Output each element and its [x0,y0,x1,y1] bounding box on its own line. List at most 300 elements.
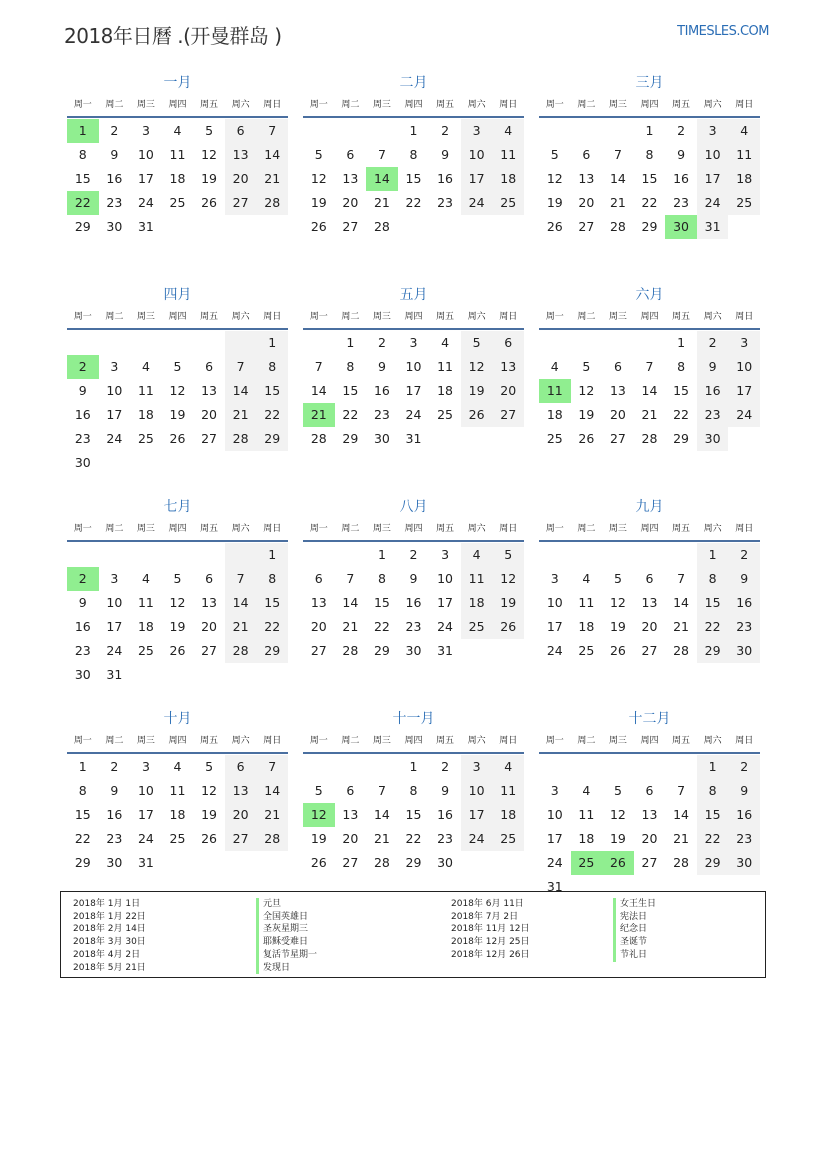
holiday-name: 纪念日 [620,924,648,935]
day-cell: 14 [641,383,658,398]
empty-cell [602,331,634,355]
day-cell: 4 [492,755,524,779]
day-cell: 23 [437,195,454,210]
day-cell: 26 [201,195,218,210]
month-name: 十月 [163,711,192,727]
day-cell: 13 [609,383,626,398]
day-cell: 22 [673,407,690,422]
day-cell: 13 [578,171,595,186]
day-cell: 9 [377,359,386,374]
empty-cell [634,331,666,355]
day-cell: 28 [373,219,390,234]
day-cell: 2 [697,331,729,355]
day-cell: 25 [728,191,760,215]
holiday-name: 节礼日 [620,949,648,960]
day-cell: 6 [225,755,257,779]
weekday-label: 周五 [672,100,691,110]
day-cell: 26 [578,431,595,446]
days-grid [67,543,288,687]
day-cell: 8 [677,359,686,374]
day-cell: 4 [582,571,591,586]
day-cell: 13 [201,383,218,398]
day-cell: 9 [441,147,450,162]
holiday-day-cell: 11 [539,379,571,403]
day-cell: 25 [578,643,595,658]
day-cell: 16 [106,171,123,186]
weekday-label: 周五 [672,736,691,746]
day-cell: 6 [346,147,355,162]
day-cell: 8 [697,779,729,803]
day-cell: 1 [409,123,418,138]
holiday-date: 2018年 12月 25日 [451,937,530,948]
day-cell: 14 [673,595,690,610]
day-cell: 19 [492,591,524,615]
weekday-label: 周二 [577,100,596,110]
day-cell: 8 [346,359,355,374]
day-cell: 11 [169,783,186,798]
weekday-label: 周五 [200,736,219,746]
day-cell: 27 [342,219,359,234]
day-cell: 10 [405,359,422,374]
day-cell: 28 [609,219,626,234]
holiday-name: 发现日 [263,962,291,973]
empty-cell [162,543,194,567]
day-cell: 15 [74,807,91,822]
month-block [67,72,288,284]
day-cell: 23 [673,195,690,210]
day-cell: 15 [342,383,359,398]
day-cell: 24 [405,407,422,422]
day-cell: 14 [256,779,288,803]
day-cell: 25 [492,191,524,215]
empty-cell [539,755,571,779]
day-cell: 2 [441,123,450,138]
weekday-label: 周三 [372,312,391,322]
day-cell: 13 [342,807,359,822]
empty-cell [130,543,162,567]
empty-cell [539,543,571,567]
day-cell: 29 [405,855,422,870]
day-cell: 25 [169,195,186,210]
day-cell: 13 [492,355,524,379]
day-cell: 19 [201,171,218,186]
day-cell: 17 [137,171,154,186]
day-cell: 6 [205,571,214,586]
day-cell: 27 [641,855,658,870]
empty-cell [225,543,257,567]
holiday-day-cell: 2 [67,567,99,591]
day-cell: 11 [437,359,454,374]
weekday-label: 周日 [735,524,754,534]
day-cell: 31 [405,431,422,446]
month-name: 五月 [399,287,428,303]
month-block [67,284,288,496]
day-cell: 19 [310,831,327,846]
day-cell: 1 [256,331,288,355]
weekday-label: 周二 [341,736,360,746]
day-cell: 6 [205,359,214,374]
day-cell: 29 [641,219,658,234]
day-cell: 31 [106,667,123,682]
day-cell: 9 [728,779,760,803]
day-cell: 31 [697,215,729,239]
weekday-label: 周五 [436,100,455,110]
day-cell: 13 [641,595,658,610]
day-cell: 1 [377,547,386,562]
weekday-label: 周五 [436,736,455,746]
day-cell: 22 [256,615,288,639]
day-cell: 15 [641,171,658,186]
site-link[interactable]: TIMESLES.COM [677,24,769,39]
weekday-label: 周四 [168,100,187,110]
weekday-label: 周三 [136,312,155,322]
day-cell: 10 [697,143,729,167]
day-cell: 7 [613,147,622,162]
day-cell: 15 [405,807,422,822]
day-cell: 21 [373,195,390,210]
day-cell: 10 [137,783,154,798]
days-grid [303,543,524,663]
weekday-header [539,730,760,754]
day-cell: 14 [342,595,359,610]
weekday-label: 周日 [499,100,518,110]
day-cell: 16 [697,379,729,403]
weekday-label: 周六 [231,524,250,534]
empty-cell [335,755,367,779]
day-cell: 16 [106,807,123,822]
holiday-date: 2018年 1月 1日 [73,899,141,909]
weekday-label: 周二 [105,524,124,534]
day-cell: 25 [437,407,454,422]
day-cell: 21 [256,167,288,191]
weekday-label: 周三 [608,524,627,534]
day-cell: 30 [106,855,123,870]
day-cell: 22 [74,831,91,846]
day-cell: 23 [74,431,91,446]
day-cell: 31 [437,643,454,658]
day-cell: 24 [106,431,123,446]
holiday-name: 全国英雄日 [263,911,309,922]
day-cell: 4 [728,119,760,143]
holiday-name: 耶稣受难日 [263,937,309,948]
empty-cell [571,331,603,355]
day-cell: 5 [314,783,323,798]
day-cell: 16 [673,171,690,186]
day-cell: 30 [728,639,760,663]
day-cell: 9 [728,567,760,591]
day-cell: 12 [461,355,493,379]
day-cell: 20 [609,407,626,422]
day-cell: 16 [728,803,760,827]
day-cell: 3 [728,331,760,355]
day-cell: 11 [461,567,493,591]
day-cell: 13 [641,807,658,822]
day-cell: 17 [106,619,123,634]
day-cell: 9 [697,355,729,379]
empty-cell [225,331,257,355]
day-cell: 4 [141,359,150,374]
day-cell: 20 [641,619,658,634]
day-cell: 3 [461,119,493,143]
day-cell: 6 [492,331,524,355]
day-cell: 22 [405,831,422,846]
weekday-header [303,730,524,754]
day-cell: 24 [437,619,454,634]
day-cell: 9 [78,383,87,398]
day-cell: 11 [578,807,595,822]
day-cell: 14 [256,143,288,167]
weekday-label: 周六 [467,524,486,534]
day-cell: 4 [461,543,493,567]
weekday-label: 周一 [545,312,564,322]
day-cell: 7 [677,571,686,586]
day-cell: 25 [461,615,493,639]
weekday-label: 周二 [341,312,360,322]
day-cell: 20 [310,619,327,634]
empty-cell [193,543,225,567]
day-cell: 3 [141,759,150,774]
day-cell: 28 [641,431,658,446]
day-cell: 21 [673,831,690,846]
day-cell: 21 [673,619,690,634]
day-cell: 27 [609,431,626,446]
day-cell: 25 [137,431,154,446]
day-cell: 28 [673,855,690,870]
day-cell: 16 [373,383,390,398]
month-name: 十一月 [392,711,435,727]
weekday-label: 周五 [200,312,219,322]
day-cell: 29 [74,855,91,870]
days-grid [539,543,760,663]
day-cell: 17 [546,619,563,634]
weekday-label: 周日 [263,524,282,534]
day-cell: 18 [437,383,454,398]
day-cell: 3 [550,571,559,586]
day-cell: 28 [225,427,257,451]
holiday-day-cell: 2 [67,355,99,379]
day-cell: 28 [310,431,327,446]
day-cell: 3 [550,783,559,798]
days-grid [303,755,524,875]
days-grid [539,119,760,239]
days-grid [67,331,288,475]
day-cell: 24 [106,643,123,658]
empty-cell [665,755,697,779]
month-name: 九月 [635,499,664,515]
day-cell: 15 [673,383,690,398]
day-cell: 18 [137,619,154,634]
day-cell: 23 [74,643,91,658]
holiday-name: 圣诞节 [620,937,648,948]
day-cell: 21 [373,831,390,846]
weekday-label: 周五 [200,100,219,110]
day-cell: 23 [106,831,123,846]
day-cell: 17 [697,167,729,191]
day-cell: 4 [173,123,182,138]
day-cell: 23 [697,403,729,427]
weekday-label: 周四 [168,312,187,322]
weekday-label: 周二 [577,312,596,322]
day-cell: 7 [256,119,288,143]
day-cell: 10 [728,355,760,379]
empty-cell [634,543,666,567]
day-cell: 5 [550,147,559,162]
day-cell: 24 [728,403,760,427]
day-cell: 8 [256,355,288,379]
day-cell: 7 [256,755,288,779]
day-cell: 19 [609,831,626,846]
weekday-label: 周五 [672,312,691,322]
day-cell: 26 [310,219,327,234]
day-cell: 5 [205,759,214,774]
day-cell: 14 [310,383,327,398]
day-cell: 8 [409,783,418,798]
day-cell: 10 [437,571,454,586]
day-cell: 7 [645,359,654,374]
day-cell: 22 [697,615,729,639]
day-cell: 18 [492,803,524,827]
day-cell: 29 [74,219,91,234]
weekday-header [67,306,288,330]
weekday-label: 周一 [73,312,92,322]
day-cell: 19 [578,407,595,422]
weekday-label: 周五 [436,524,455,534]
day-cell: 19 [169,619,186,634]
day-cell: 26 [169,431,186,446]
holiday-day-cell: 14 [366,167,398,191]
day-cell: 29 [256,639,288,663]
day-cell: 16 [74,619,91,634]
day-cell: 1 [697,543,729,567]
weekday-label: 周四 [404,524,423,534]
day-cell: 9 [110,783,119,798]
day-cell: 25 [169,831,186,846]
day-cell: 22 [373,619,390,634]
page-title: 2018年日曆 .(开曼群岛 ) [64,24,282,48]
day-cell: 2 [728,755,760,779]
day-cell: 28 [373,855,390,870]
day-cell: 26 [201,831,218,846]
empty-cell [99,543,131,567]
day-cell: 6 [314,571,323,586]
weekday-label: 周六 [231,100,250,110]
day-cell: 25 [546,431,563,446]
day-cell: 10 [137,147,154,162]
day-cell: 15 [405,171,422,186]
day-cell: 27 [641,643,658,658]
empty-cell [665,543,697,567]
day-cell: 8 [377,571,386,586]
day-cell: 15 [697,803,729,827]
day-cell: 8 [78,783,87,798]
day-cell: 30 [74,455,91,470]
day-cell: 7 [225,355,257,379]
day-cell: 24 [461,191,493,215]
day-cell: 6 [613,359,622,374]
holiday-date: 2018年 6月 11日 [451,899,524,909]
day-cell: 19 [310,195,327,210]
day-cell: 22 [256,403,288,427]
day-cell: 19 [461,379,493,403]
weekday-label: 周三 [608,312,627,322]
weekday-label: 周四 [168,736,187,746]
day-cell: 18 [578,619,595,634]
day-cell: 14 [373,807,390,822]
empty-cell [130,331,162,355]
day-cell: 5 [461,331,493,355]
empty-cell [303,119,335,143]
day-cell: 20 [342,195,359,210]
day-cell: 20 [201,407,218,422]
holiday-date: 2018年 12月 26日 [451,949,530,960]
day-cell: 18 [578,831,595,846]
empty-cell [162,331,194,355]
empty-cell [366,119,398,143]
day-cell: 29 [256,427,288,451]
day-cell: 1 [346,335,355,350]
weekday-header [67,730,288,754]
day-cell: 28 [673,643,690,658]
day-cell: 31 [137,219,154,234]
day-cell: 26 [546,219,563,234]
day-cell: 1 [256,543,288,567]
day-cell: 2 [110,759,119,774]
day-cell: 10 [106,383,123,398]
day-cell: 5 [582,359,591,374]
day-cell: 6 [346,783,355,798]
weekday-label: 周五 [672,524,691,534]
day-cell: 8 [697,567,729,591]
day-cell: 10 [546,595,563,610]
month-block [303,72,524,284]
weekday-label: 周六 [703,736,722,746]
day-cell: 19 [169,407,186,422]
day-cell: 7 [377,147,386,162]
weekday-label: 周六 [467,100,486,110]
day-cell: 15 [256,591,288,615]
day-cell: 14 [609,171,626,186]
day-cell: 3 [697,119,729,143]
day-cell: 5 [613,571,622,586]
weekday-label: 周三 [608,100,627,110]
day-cell: 4 [173,759,182,774]
days-grid [539,331,760,451]
weekday-label: 周四 [640,312,659,322]
month-block [539,496,760,708]
weekday-label: 周日 [735,100,754,110]
weekday-header [539,518,760,542]
weekday-label: 周日 [735,736,754,746]
day-cell: 18 [169,807,186,822]
day-cell: 28 [256,191,288,215]
month-name: 十二月 [628,711,671,727]
empty-cell [303,331,335,355]
weekday-label: 周四 [168,524,187,534]
day-cell: 23 [373,407,390,422]
empty-cell [67,543,99,567]
holiday-date: 2018年 2月 14日 [73,924,146,935]
weekday-label: 周四 [640,100,659,110]
day-cell: 23 [405,619,422,634]
day-cell: 20 [201,619,218,634]
holiday-name: 圣灰星期三 [263,924,309,935]
day-cell: 27 [225,191,257,215]
day-cell: 13 [310,595,327,610]
day-cell: 11 [728,143,760,167]
day-cell: 15 [256,379,288,403]
day-cell: 7 [677,783,686,798]
day-cell: 14 [225,379,257,403]
